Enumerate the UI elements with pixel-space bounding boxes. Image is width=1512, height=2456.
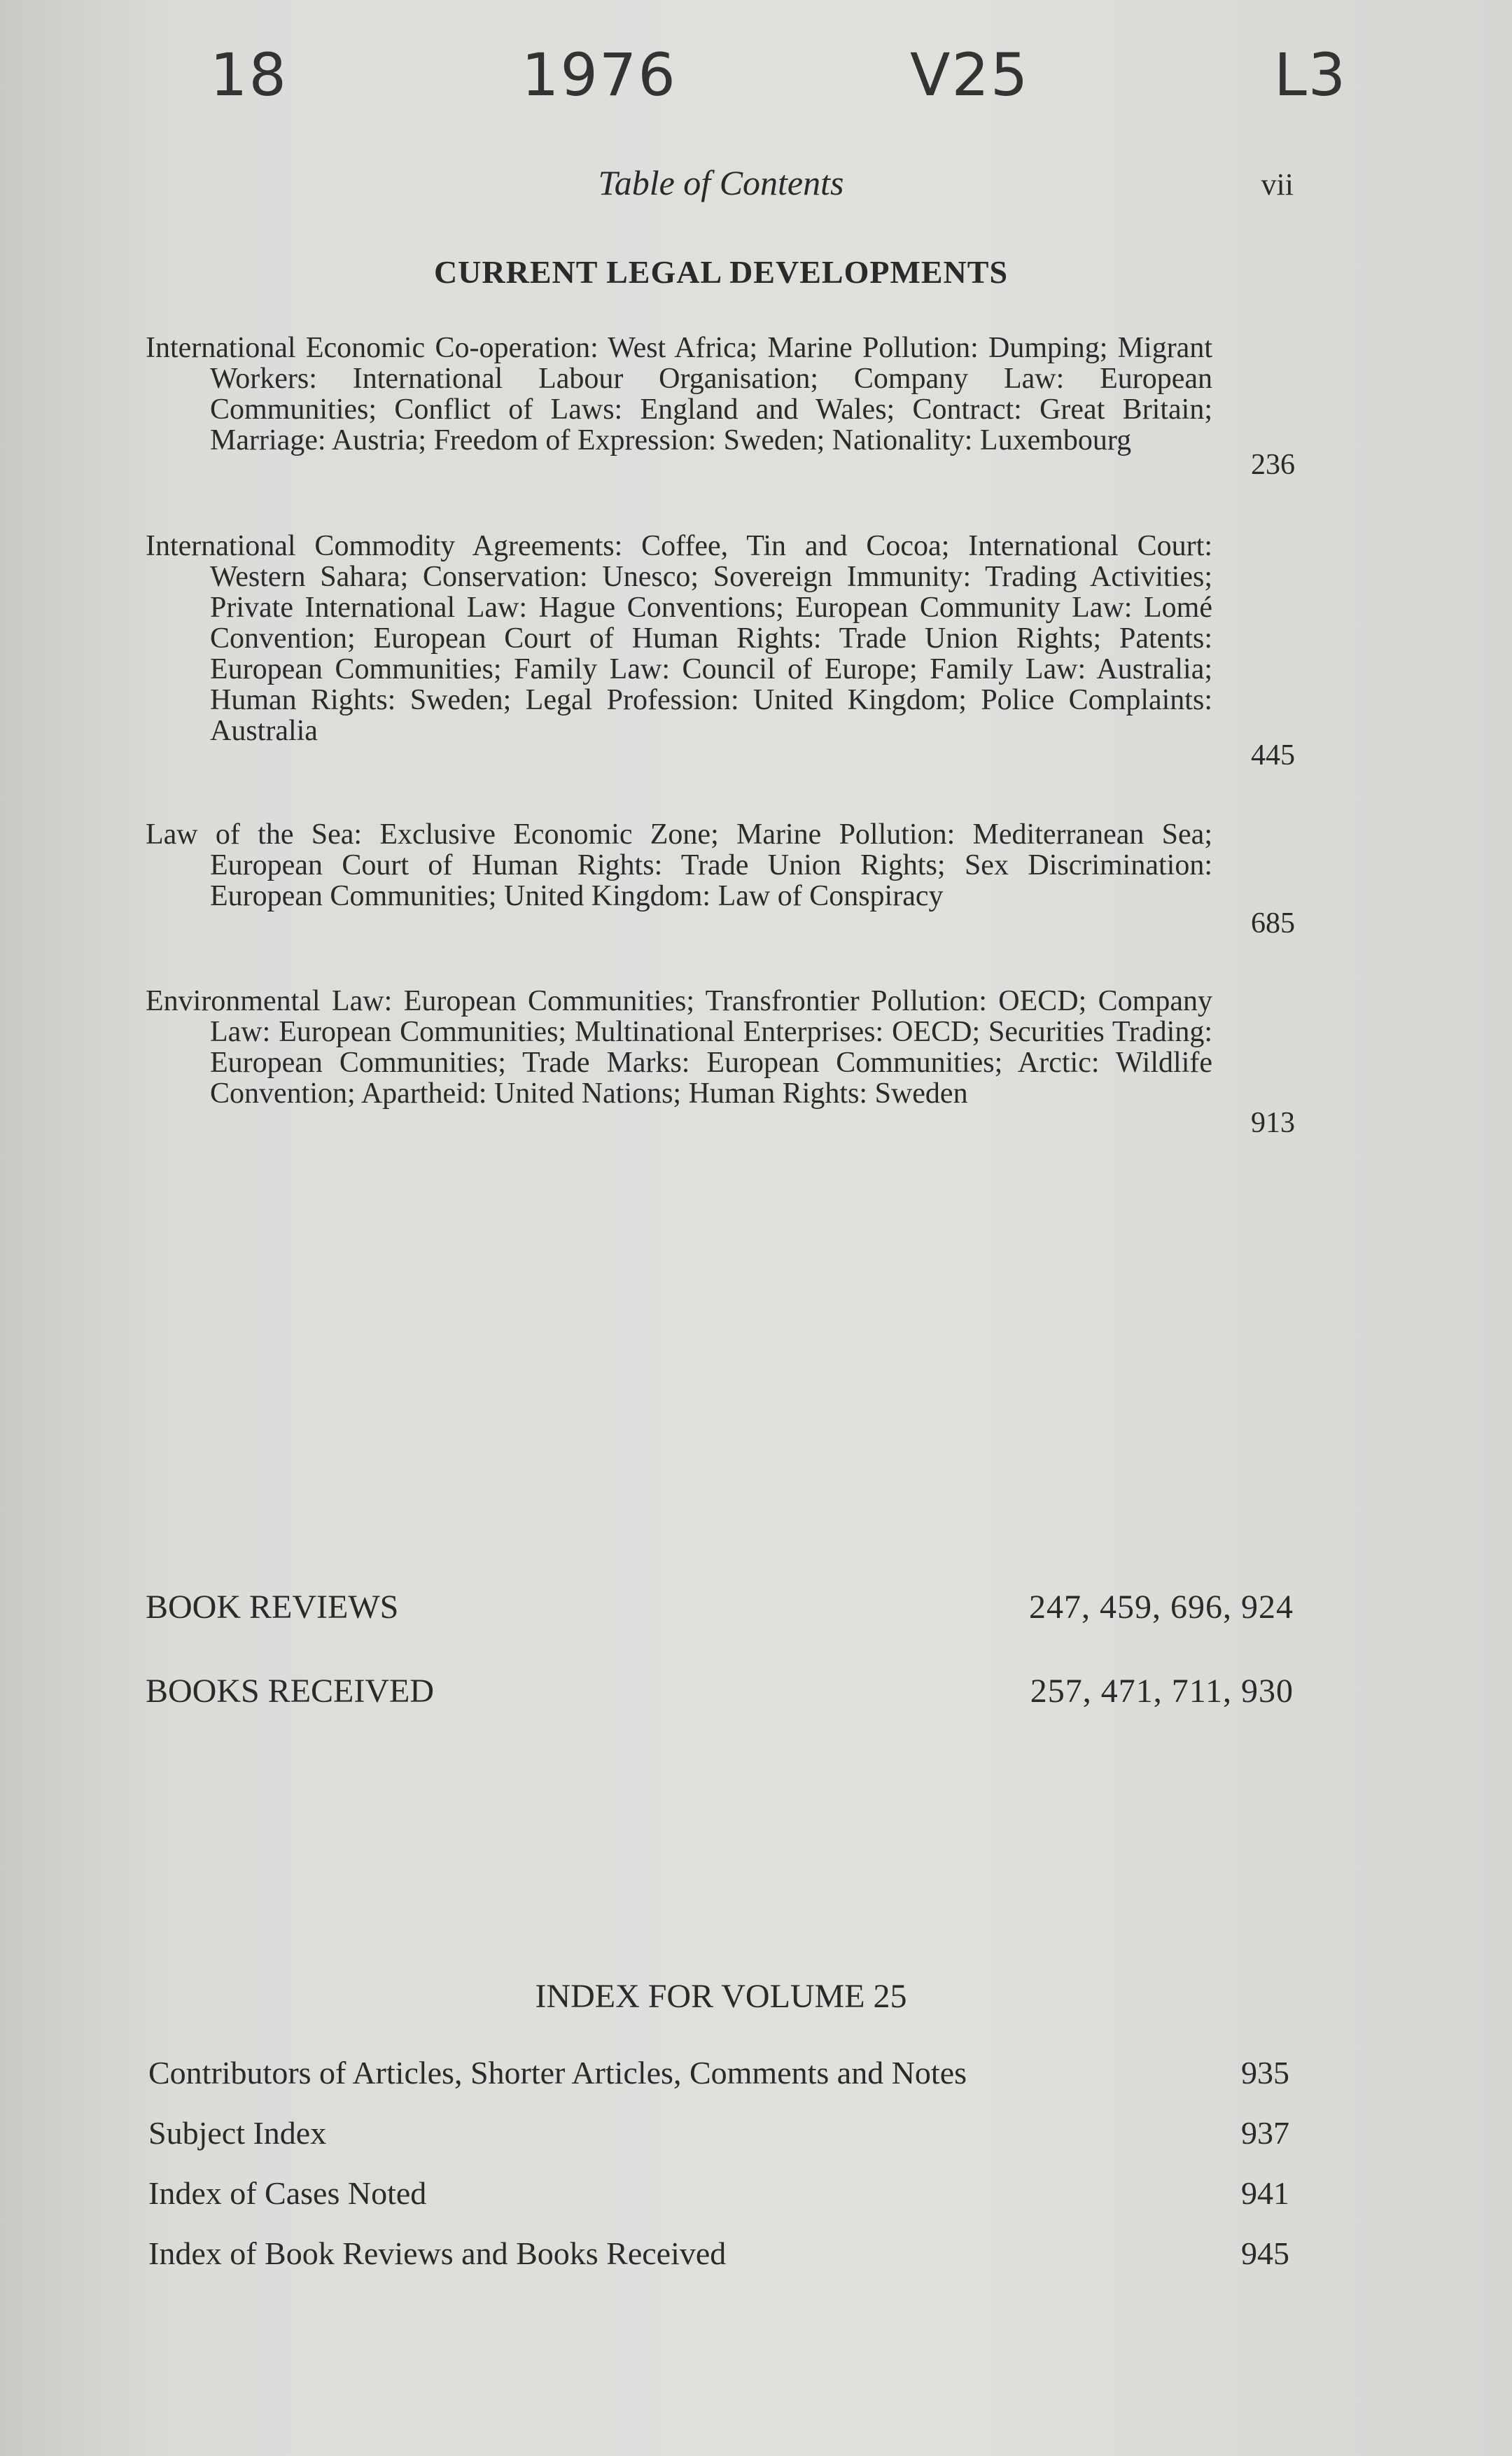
toc-entry	[146, 986, 1212, 1109]
handwritten-note: L3	[1274, 41, 1348, 109]
index-item-page: 945	[1241, 2235, 1289, 2271]
toc-entry-text: Environmental Law: European Communities; Transfrontier Pollution: OECD; Company Law: European Communities; Multinational Enterprises: OECD; Securities Trading: European Communities; Trade Marks: European Communities; Arctic: Wildlife Convention; Apartheid: United Nations; Human Rights: Sweden	[146, 985, 1212, 1110]
toc-entry-page: 236	[1251, 449, 1295, 481]
book-reviews-label: BOOK REVIEWS	[146, 1589, 399, 1626]
running-head	[0, 162, 1512, 204]
toc-entry-page: 445	[1251, 739, 1295, 772]
toc-entry-page: 913	[1251, 1107, 1295, 1139]
index-item-label: Subject Index	[148, 2115, 327, 2151]
toc-entry-text: International Commodity Agreements: Coffee, Tin and Cocoa; International Court: Western Sahara; Conservation: Unesco; Sovereign Immunity: Trading Activities; Private International Law: Hague Conventions; European Community Law: Lomé Convention; European Court of Human Rights: Trade Union Rights; Patents: European Communities; Family Law: Council of Europe; Family Law: Australia; Human Rights: Sweden; Legal Profession: United Kingdom; Police Complaints: Australia	[146, 530, 1212, 747]
handwritten-note: 1976	[522, 41, 677, 109]
handwritten-note: V25	[910, 41, 1030, 109]
toc-entry	[146, 333, 1212, 456]
index-item-page: 937	[1241, 2115, 1289, 2151]
toc-entry	[146, 819, 1212, 912]
toc-entry-page: 685	[1251, 907, 1295, 940]
index-item-label: Contributors of Articles, Shorter Articles, Comments and Notes	[148, 2055, 967, 2091]
toc-entry-text: International Economic Co-operation: West Africa; Marine Pollution: Dumping; Migrant Workers: International Labour Organisation; Company Law: European Communities; Conflict of Laws: England and Wales; Contract: Great Britain; Marriage: Austria; Freedom of Expression: Sweden; Nationality: Luxembourg	[146, 332, 1212, 456]
index-item-label: Index of Book Reviews and Books Received	[148, 2235, 727, 2271]
books-received-pages: 257, 471, 711, 930	[1030, 1673, 1294, 1710]
index-item-label: Index of Cases Noted	[148, 2175, 427, 2211]
toc-entry	[146, 531, 1212, 746]
section-heading: CURRENT LEGAL DEVELOPMENTS	[433, 254, 1009, 290]
page-title: Table of Contents	[598, 163, 844, 202]
books-received-label: BOOKS RECEIVED	[146, 1673, 435, 1710]
index-heading: INDEX FOR VOLUME 25	[535, 1978, 907, 2015]
index-item-page: 941	[1241, 2175, 1289, 2211]
index-item-page: 935	[1241, 2055, 1289, 2091]
book-reviews-pages: 247, 459, 696, 924	[1029, 1589, 1294, 1626]
handwritten-note: 18	[210, 41, 288, 109]
page-number: vii	[1261, 167, 1294, 202]
toc-entry-text: Law of the Sea: Exclusive Economic Zone; Marine Pollution: Mediterranean Sea; European Court of Human Rights: Trade Union Rights; Sex Discrimination: European Communities; United Kingdom: Law of Conspiracy	[146, 818, 1212, 912]
